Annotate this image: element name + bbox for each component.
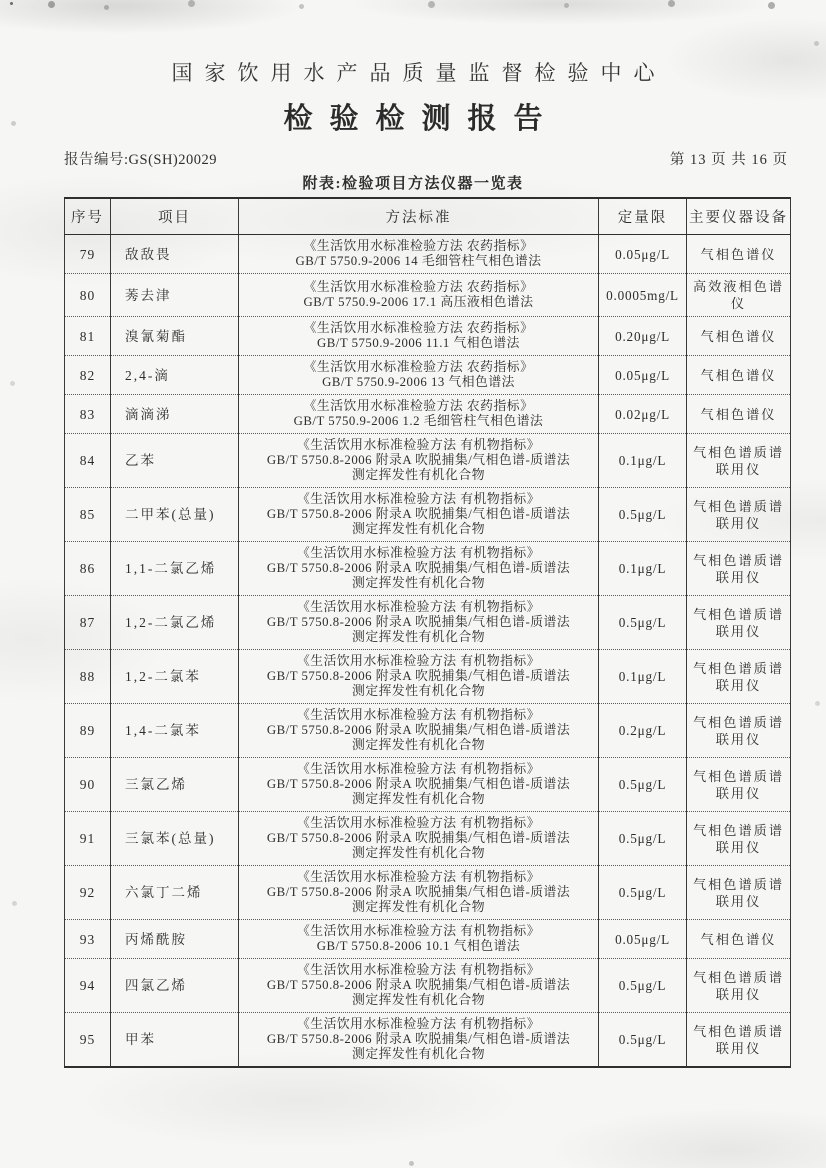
cell-serial-number: 83 xyxy=(65,395,111,434)
cell-quantification-limit: 0.5μg/L xyxy=(599,959,687,1013)
method-standard-line: 《生活饮用水标准检验方法 有机物指标》 xyxy=(296,870,541,884)
cell-serial-number: 89 xyxy=(65,704,111,758)
cell-method-standard xyxy=(239,1013,599,1068)
method-standard-line: 《生活饮用水标准检验方法 有机物指标》 xyxy=(296,492,541,506)
method-standard-line: 测定挥发性有机化合物 xyxy=(352,468,485,482)
method-standard-line: 测定挥发性有机化合物 xyxy=(352,1047,485,1061)
method-standard-line: GB/T 5750.8-2006 附录A 吹脱捕集/气相色谱-质谱法 xyxy=(266,885,571,899)
table-row xyxy=(65,395,791,434)
header-instrument: 主要仪器设备 xyxy=(687,198,791,235)
method-standard-line: GB/T 5750.9-2006 17.1 高压液相色谱法 xyxy=(303,295,534,309)
header-row xyxy=(65,198,791,235)
cell-item-name: 四氯乙烯 xyxy=(111,959,239,1013)
cell-method-standard xyxy=(239,274,599,317)
cell-item-name: 1,4-二氯苯 xyxy=(111,704,239,758)
cell-item-name: 三氯乙烯 xyxy=(111,758,239,812)
table-row xyxy=(65,704,791,758)
cell-quantification-limit: 0.5μg/L xyxy=(599,812,687,866)
cell-instrument: 气相色谱仪 xyxy=(687,317,791,356)
method-standard-line: GB/T 5750.8-2006 10.1 气相色谱法 xyxy=(316,939,521,953)
cell-serial-number: 80 xyxy=(65,274,111,317)
method-standard-line: 测定挥发性有机化合物 xyxy=(352,522,485,536)
method-standard-line: GB/T 5750.8-2006 附录A 吹脱捕集/气相色谱-质谱法 xyxy=(266,507,571,521)
cell-item-name: 1,2-二氯苯 xyxy=(111,650,239,704)
table-row xyxy=(65,650,791,704)
cell-quantification-limit: 0.20μg/L xyxy=(599,317,687,356)
cell-quantification-limit: 0.1μg/L xyxy=(599,542,687,596)
cell-serial-number: 93 xyxy=(65,920,111,959)
method-standard-line: GB/T 5750.8-2006 附录A 吹脱捕集/气相色谱-质谱法 xyxy=(266,615,571,629)
table-row xyxy=(65,758,791,812)
cell-quantification-limit: 0.5μg/L xyxy=(599,866,687,920)
method-standard-line: 《生活饮用水标准检验方法 有机物指标》 xyxy=(296,762,541,776)
method-instrument-table xyxy=(64,197,791,1068)
cell-method-standard xyxy=(239,596,599,650)
cell-quantification-limit: 0.2μg/L xyxy=(599,704,687,758)
header-method: 方法标准 xyxy=(239,198,599,235)
method-standard-line: GB/T 5750.9-2006 11.1 气相色谱法 xyxy=(317,336,520,350)
report-meta-row xyxy=(64,148,788,169)
cell-method-standard xyxy=(239,235,599,274)
cell-method-standard xyxy=(239,866,599,920)
cell-quantification-limit: 0.1μg/L xyxy=(599,434,687,488)
method-standard-line: 《生活饮用水标准检验方法 农药指标》 xyxy=(303,280,534,294)
cell-serial-number: 81 xyxy=(65,317,111,356)
cell-instrument: 气相色谱质谱联用仪 xyxy=(687,488,791,542)
cell-instrument: 气相色谱质谱联用仪 xyxy=(687,812,791,866)
cell-serial-number: 84 xyxy=(65,434,111,488)
cell-serial-number: 88 xyxy=(65,650,111,704)
cell-method-standard xyxy=(239,812,599,866)
cell-instrument: 气相色谱质谱联用仪 xyxy=(687,866,791,920)
table-row xyxy=(65,866,791,920)
method-standard-line: GB/T 5750.8-2006 附录A 吹脱捕集/气相色谱-质谱法 xyxy=(266,453,571,467)
cell-method-standard xyxy=(239,317,599,356)
cell-item-name: 三氯苯(总量) xyxy=(111,812,239,866)
header-item: 项目 xyxy=(111,198,239,235)
method-standard-line: GB/T 5750.9-2006 1.2 毛细管柱气相色谱法 xyxy=(293,414,544,428)
table-row xyxy=(65,812,791,866)
cell-method-standard xyxy=(239,488,599,542)
method-standard-line: 测定挥发性有机化合物 xyxy=(352,738,485,752)
table-row xyxy=(65,1013,791,1068)
cell-item-name: 1,2-二氯乙烯 xyxy=(111,596,239,650)
method-standard-line: 《生活饮用水标准检验方法 农药指标》 xyxy=(303,321,534,335)
report-number: 报告编号:GS(SH)20029 xyxy=(64,152,218,168)
cell-instrument: 气相色谱质谱联用仪 xyxy=(687,542,791,596)
cell-item-name: 莠去津 xyxy=(111,274,239,317)
cell-serial-number: 92 xyxy=(65,866,111,920)
method-standard-line: 测定挥发性有机化合物 xyxy=(352,630,485,644)
method-standard-line: 测定挥发性有机化合物 xyxy=(352,576,485,590)
table-row xyxy=(65,434,791,488)
cell-method-standard xyxy=(239,704,599,758)
cell-method-standard xyxy=(239,920,599,959)
method-standard-line: 《生活饮用水标准检验方法 农药指标》 xyxy=(303,399,534,413)
cell-method-standard xyxy=(239,395,599,434)
cell-item-name: 2,4-滴 xyxy=(111,356,239,395)
cell-quantification-limit: 0.1μg/L xyxy=(599,650,687,704)
method-standard-line: 测定挥发性有机化合物 xyxy=(352,900,485,914)
organization-title: 国家饮用水产品质量监督检验中心 xyxy=(171,61,667,85)
cell-quantification-limit: 0.5μg/L xyxy=(599,758,687,812)
cell-method-standard xyxy=(239,356,599,395)
cell-quantification-limit: 0.5μg/L xyxy=(599,1013,687,1068)
table-row xyxy=(65,317,791,356)
report-title: 检验检测报告 xyxy=(283,103,560,135)
cell-quantification-limit: 0.05μg/L xyxy=(599,920,687,959)
table-body xyxy=(65,235,791,1068)
header-loq: 定量限 xyxy=(599,198,687,235)
method-standard-line: 《生活饮用水标准检验方法 农药指标》 xyxy=(303,360,534,374)
cell-quantification-limit: 0.5μg/L xyxy=(599,596,687,650)
cell-method-standard xyxy=(239,758,599,812)
cell-instrument: 气相色谱仪 xyxy=(687,395,791,434)
cell-instrument: 气相色谱质谱联用仪 xyxy=(687,1013,791,1068)
cell-instrument: 气相色谱质谱联用仪 xyxy=(687,650,791,704)
cell-instrument: 气相色谱质谱联用仪 xyxy=(687,704,791,758)
table-row xyxy=(65,356,791,395)
table-row xyxy=(65,920,791,959)
cell-serial-number: 90 xyxy=(65,758,111,812)
method-standard-line: GB/T 5750.9-2006 13 气相色谱法 xyxy=(322,375,515,389)
method-standard-line: 《生活饮用水标准检验方法 农药指标》 xyxy=(303,239,534,253)
method-standard-line: GB/T 5750.8-2006 附录A 吹脱捕集/气相色谱-质谱法 xyxy=(266,669,571,683)
table-row xyxy=(65,274,791,317)
method-standard-line: GB/T 5750.8-2006 附录A 吹脱捕集/气相色谱-质谱法 xyxy=(266,723,571,737)
cell-quantification-limit: 0.5μg/L xyxy=(599,488,687,542)
scan-noise-speckles xyxy=(10,2,13,5)
cell-item-name: 敌敌畏 xyxy=(111,235,239,274)
method-standard-line: GB/T 5750.9-2006 14 毛细管柱气相色谱法 xyxy=(295,254,542,268)
cell-serial-number: 95 xyxy=(65,1013,111,1068)
cell-item-name: 溴氰菊酯 xyxy=(111,317,239,356)
table-row xyxy=(65,488,791,542)
method-standard-line: 《生活饮用水标准检验方法 有机物指标》 xyxy=(296,1017,541,1031)
table-header xyxy=(65,198,791,235)
method-standard-line: 《生活饮用水标准检验方法 有机物指标》 xyxy=(296,546,541,560)
cell-quantification-limit: 0.0005mg/L xyxy=(599,274,687,317)
cell-item-name: 滴滴涕 xyxy=(111,395,239,434)
method-standard-line: GB/T 5750.8-2006 附录A 吹脱捕集/气相色谱-质谱法 xyxy=(266,777,571,791)
cell-serial-number: 85 xyxy=(65,488,111,542)
cell-quantification-limit: 0.02μg/L xyxy=(599,395,687,434)
cell-serial-number: 91 xyxy=(65,812,111,866)
cell-instrument: 高效液相色谱仪 xyxy=(687,274,791,317)
cell-method-standard xyxy=(239,650,599,704)
cell-instrument: 气相色谱仪 xyxy=(687,356,791,395)
page-indicator: 第 13 页 共 16 页 xyxy=(669,152,788,168)
cell-quantification-limit: 0.05μg/L xyxy=(599,235,687,274)
cell-instrument: 气相色谱仪 xyxy=(687,920,791,959)
method-standard-line: 《生活饮用水标准检验方法 有机物指标》 xyxy=(296,924,541,938)
cell-serial-number: 94 xyxy=(65,959,111,1013)
cell-method-standard xyxy=(239,542,599,596)
cell-item-name: 丙烯酰胺 xyxy=(111,920,239,959)
cell-item-name: 二甲苯(总量) xyxy=(111,488,239,542)
cell-item-name: 甲苯 xyxy=(111,1013,239,1068)
table-row xyxy=(65,542,791,596)
cell-instrument: 气相色谱质谱联用仪 xyxy=(687,758,791,812)
cell-item-name: 六氯丁二烯 xyxy=(111,866,239,920)
cell-serial-number: 82 xyxy=(65,356,111,395)
method-standard-line: 《生活饮用水标准检验方法 有机物指标》 xyxy=(296,600,541,614)
method-standard-line: GB/T 5750.8-2006 附录A 吹脱捕集/气相色谱-质谱法 xyxy=(266,978,571,992)
method-standard-line: GB/T 5750.8-2006 附录A 吹脱捕集/气相色谱-质谱法 xyxy=(266,561,571,575)
method-standard-line: GB/T 5750.8-2006 附录A 吹脱捕集/气相色谱-质谱法 xyxy=(266,1032,571,1046)
method-standard-line: 测定挥发性有机化合物 xyxy=(352,846,485,860)
cell-instrument: 气相色谱仪 xyxy=(687,235,791,274)
method-standard-line: GB/T 5750.8-2006 附录A 吹脱捕集/气相色谱-质谱法 xyxy=(266,831,571,845)
cell-item-name: 1,1-二氯乙烯 xyxy=(111,542,239,596)
cell-instrument: 气相色谱质谱联用仪 xyxy=(687,596,791,650)
cell-item-name: 乙苯 xyxy=(111,434,239,488)
cell-instrument: 气相色谱质谱联用仪 xyxy=(687,959,791,1013)
method-standard-line: 测定挥发性有机化合物 xyxy=(352,684,485,698)
method-standard-line: 《生活饮用水标准检验方法 有机物指标》 xyxy=(296,654,541,668)
method-standard-line: 《生活饮用水标准检验方法 有机物指标》 xyxy=(296,816,541,830)
cell-method-standard xyxy=(239,434,599,488)
cell-serial-number: 87 xyxy=(65,596,111,650)
header-no: 序号 xyxy=(65,198,111,235)
cell-serial-number: 79 xyxy=(65,235,111,274)
table-caption: 附表:检验项目方法仪器一览表 xyxy=(302,176,524,192)
cell-serial-number: 86 xyxy=(65,542,111,596)
method-standard-line: 《生活饮用水标准检验方法 有机物指标》 xyxy=(296,708,541,722)
table-row xyxy=(65,235,791,274)
method-standard-line: 测定挥发性有机化合物 xyxy=(352,792,485,806)
method-standard-line: 《生活饮用水标准检验方法 有机物指标》 xyxy=(296,963,541,977)
method-standard-line: 测定挥发性有机化合物 xyxy=(352,993,485,1007)
cell-instrument: 气相色谱质谱联用仪 xyxy=(687,434,791,488)
table-row xyxy=(65,596,791,650)
cell-quantification-limit: 0.05μg/L xyxy=(599,356,687,395)
table-row xyxy=(65,959,791,1013)
method-standard-line: 《生活饮用水标准检验方法 有机物指标》 xyxy=(296,438,541,452)
cell-method-standard xyxy=(239,959,599,1013)
